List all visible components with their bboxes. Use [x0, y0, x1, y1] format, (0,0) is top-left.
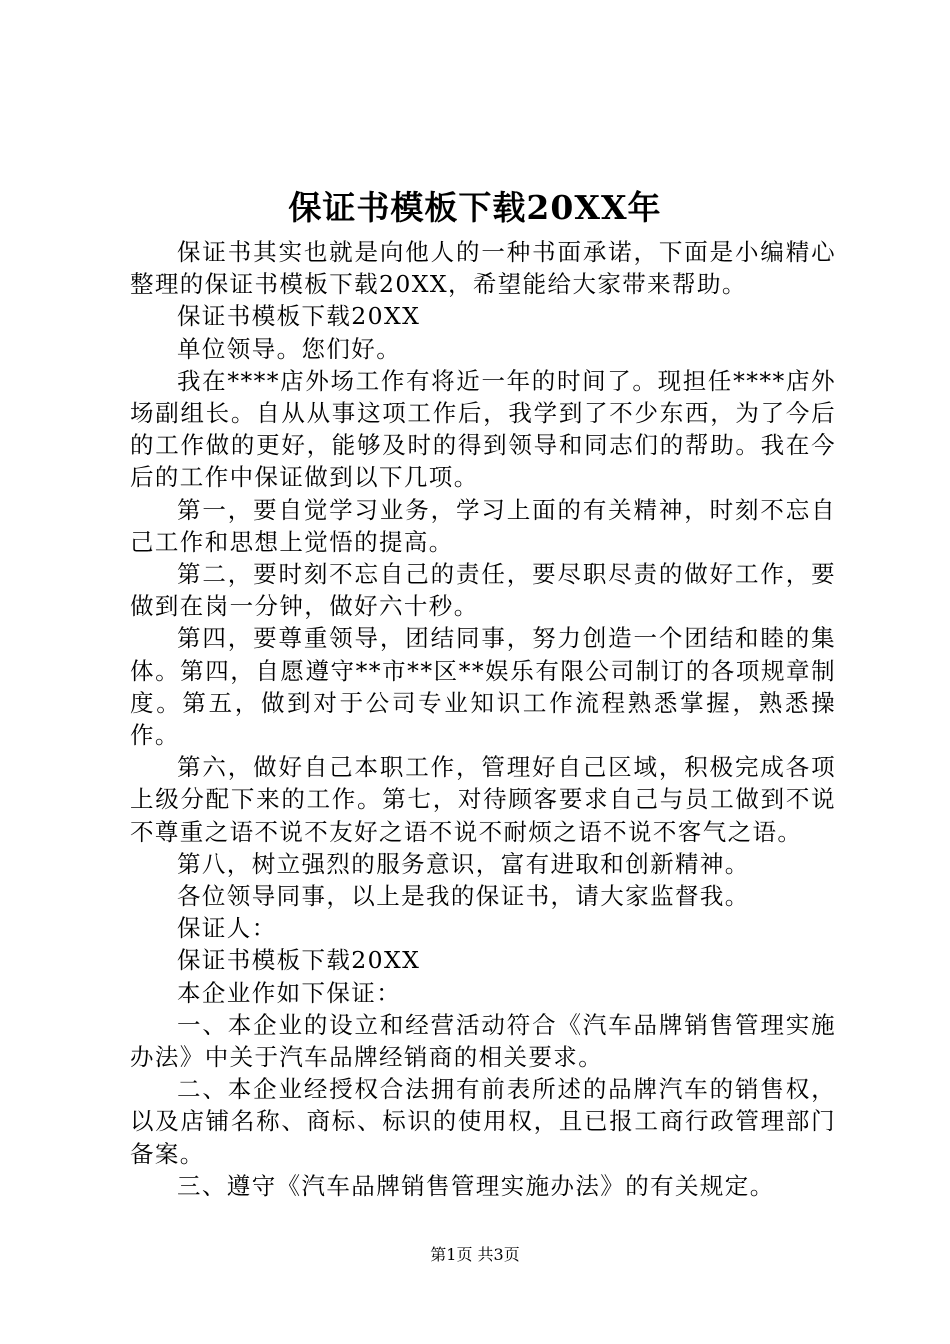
- paragraph-enterprise-1: 一、本企业的设立和经营活动符合《汽车品牌销售管理实施办法》中关于汽车品牌经销商的相关要求。: [130, 1010, 836, 1072]
- paragraph-subtitle-2: 保证书模板下载20XX: [177, 946, 421, 975]
- paragraph-item-8: 第八，树立强烈的服务意识，富有进取和创新精神。: [177, 849, 750, 878]
- paragraph-enterprise-3: 三、遵守《汽车品牌销售管理实施办法》的有关规定。: [177, 1171, 775, 1200]
- paragraph-item-6-7: 第六，做好自己本职工作，管理好自己区域，积极完成各项上级分配下来的工作。第七，对待顾客要求自己与员工做到不说不尊重之语不说不友好之语不说不耐烦之语不说不客气之语。: [130, 753, 836, 846]
- paragraph-item-4-5: 第四，要尊重领导，团结同事，努力创造一个团结和睦的集体。第四，自愿遵守**市**区**娱乐有限公司制订的各项规章制度。第五，做到对于公司专业知识工作流程熟悉掌握，熟悉操作。: [130, 624, 836, 750]
- paragraph-background: 我在****店外场工作有将近一年的时间了。现担任****店外场副组长。自从从事这项工作后，我学到了不少东西，为了今后的工作做的更好，能够及时的得到领导和同志们的帮助。我在今后的工作中保证做到以下几项。: [130, 366, 836, 492]
- paragraph-closing: 各位领导同事，以上是我的保证书，请大家监督我。: [177, 882, 750, 911]
- paragraph-item-2: 第二，要时刻不忘自己的责任，要尽职尽责的做好工作，要做到在岗一分钟，做好六十秒。: [130, 560, 836, 621]
- paragraph-enterprise-2: 二、本企业经授权合法拥有前表所述的品牌汽车的销售权，以及店铺名称、商标、标识的使用权，且已报工商行政管理部门备案。: [130, 1075, 836, 1168]
- paragraph-item-1: 第一，要自觉学习业务，学习上面的有关精神，时刻不忘自己工作和思想上觉悟的提高。: [130, 495, 836, 556]
- paragraph-subtitle-1: 保证书模板下载20XX: [177, 302, 421, 331]
- paragraph-intro: 保证书其实也就是向他人的一种书面承诺，下面是小编精心整理的保证书模板下载20XX，希望能给大家带来帮助。: [130, 238, 836, 299]
- paragraph-greeting: 单位领导。您们好。: [177, 334, 402, 363]
- paragraph-signature: 保证人：: [177, 914, 277, 943]
- paragraph-enterprise-intro: 本企业作如下保证：: [177, 978, 402, 1007]
- document-title: 保证书模板下载20XX年: [288, 188, 662, 227]
- document-body: [130, 236, 836, 1202]
- page-footer: 第1页 共3页: [430, 1245, 520, 1264]
